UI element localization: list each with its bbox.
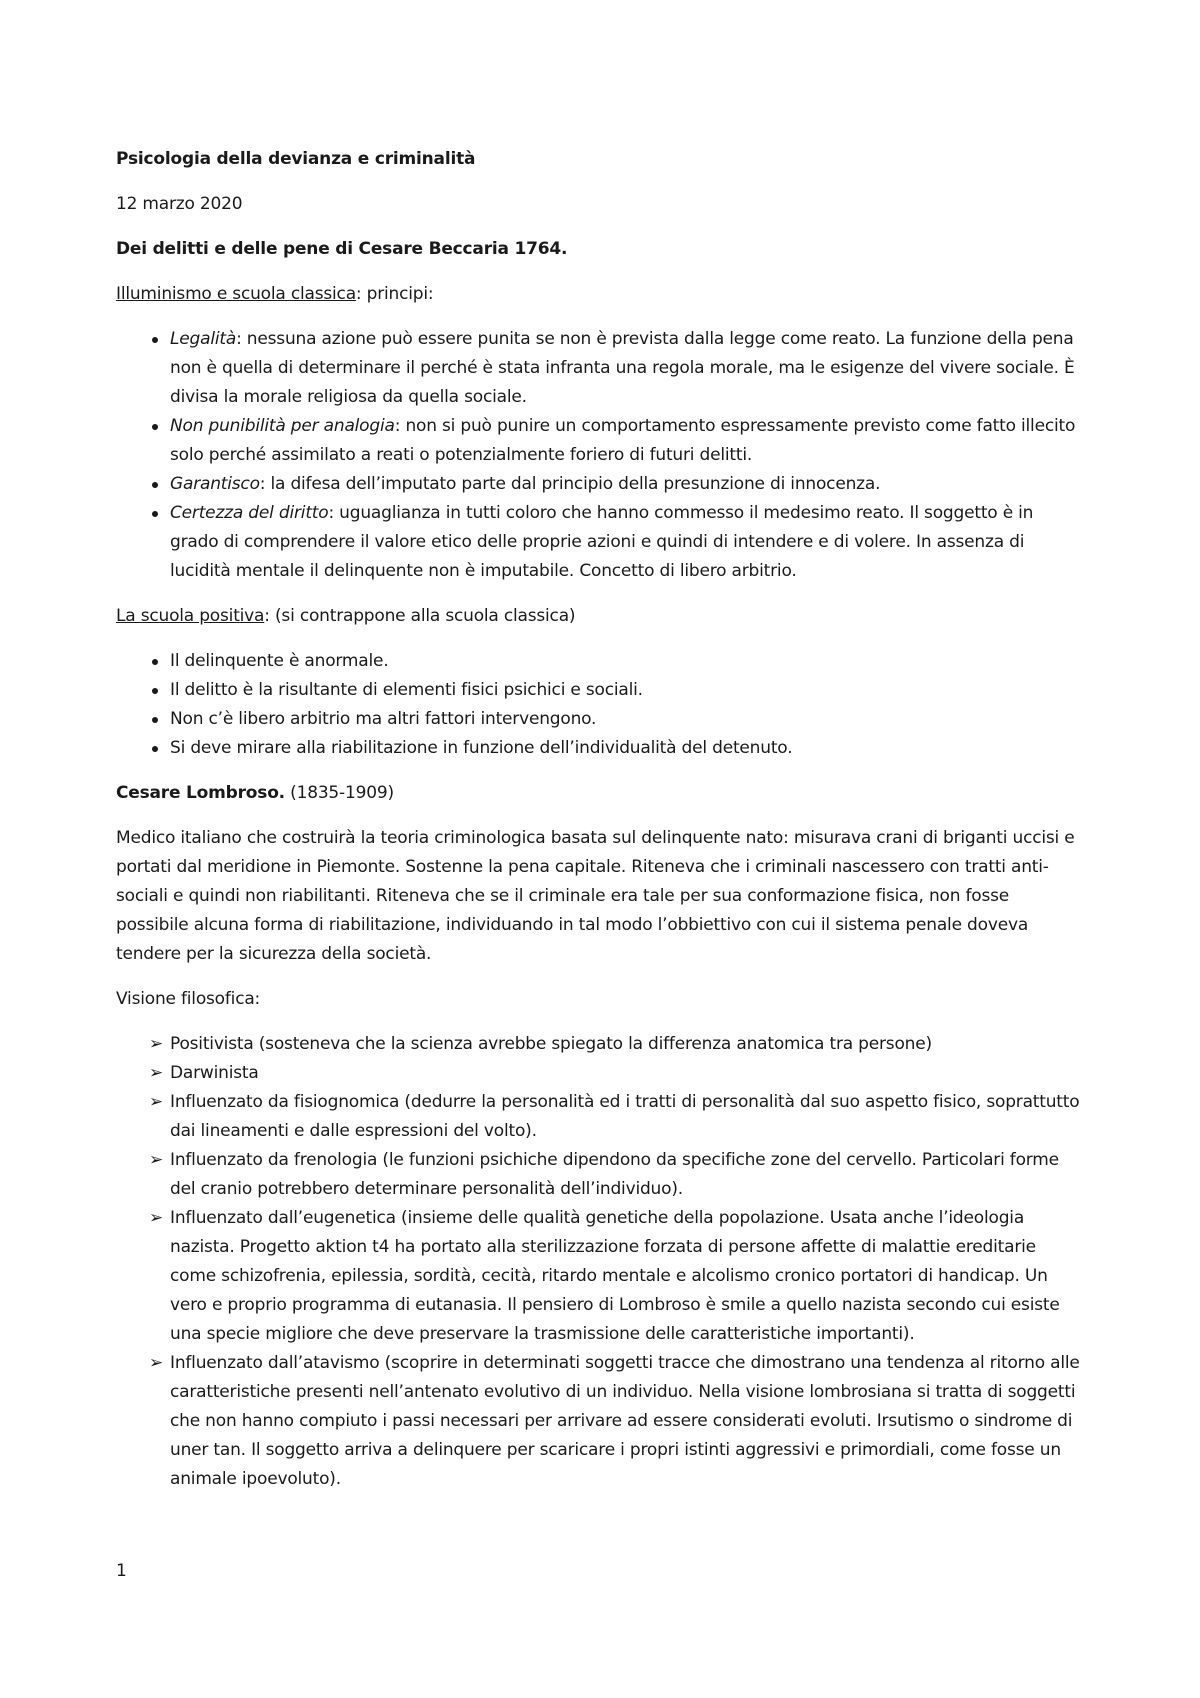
vision-heading: Visione filosofica:	[116, 989, 261, 1009]
list-item	[116, 734, 1086, 763]
document-body	[116, 145, 1086, 1510]
document-title: Psicologia della devianza e criminalità	[116, 149, 476, 169]
bullet-icon	[152, 511, 158, 517]
lombroso-heading	[116, 779, 1086, 808]
list-item-text: Influenzato da frenologia (le funzioni psichiche dipendono da specifiche zone del cervello. Particolari forme del cranio potrebbero determinare personalità dell’individuo).	[170, 1150, 1059, 1199]
positive-school-suffix: : (si contrappone alla scuola classica)	[264, 606, 576, 626]
list-item	[116, 1059, 1086, 1088]
arrow-bullet-icon: ➢	[149, 1034, 164, 1054]
list-item	[116, 705, 1086, 734]
list-item-text: Influenzato dall’eugenetica (insieme delle qualità genetiche della popolazione. Usata anche l’ideologia nazista. Progetto aktion t4 ha portato alla sterilizzazione forzata di persone affette di malattie ereditarie come schizofrenia, epilessia, sordità, cecità, ritardo mentale e alcolismo cronico portatori di handicap. Un vero e proprio programma di eutanasia. Il pensiero di Lombroso è smile a quello nazista secondo cui esiste una specie migliore che deve preservare la trasmissione delle caratteristiche importanti).	[170, 1208, 1060, 1344]
section-heading-beccaria: Dei delitti e delle pene di Cesare Beccaria 1764.	[116, 239, 568, 259]
vision-list	[116, 1030, 1086, 1494]
list-item-text: Non c’è libero arbitrio ma altri fattori intervengono.	[170, 709, 597, 729]
arrow-bullet-icon: ➢	[149, 1063, 164, 1083]
bullet-icon	[152, 424, 158, 430]
classic-school-suffix: : principi:	[355, 284, 434, 304]
list-item	[116, 1030, 1086, 1059]
bullet-icon	[152, 482, 158, 488]
arrow-bullet-icon: ➢	[149, 1353, 164, 1373]
bullet-icon	[152, 746, 158, 752]
list-item	[116, 499, 1086, 586]
list-item	[116, 1349, 1086, 1494]
list-item	[116, 1146, 1086, 1204]
list-item-text: Il delinquente è anormale.	[170, 651, 389, 671]
principle-term: Garantisco	[170, 474, 260, 494]
classic-school-label: Illuminismo e scuola classica	[116, 284, 356, 304]
list-item	[116, 470, 1086, 499]
principle-text: : la difesa dell’imputato parte dal principio della presunzione di innocenza.	[259, 474, 881, 494]
list-item	[116, 325, 1086, 412]
lombroso-name: Cesare Lombroso.	[116, 783, 285, 803]
principle-term: Certezza del diritto	[170, 503, 329, 523]
positive-school-heading	[116, 602, 1086, 631]
principle-text: : uguaglianza in tutti coloro che hanno commesso il medesimo reato. Il soggetto è in grado di comprendere il valore etico delle proprie azioni e quindi di intendere e di volere. In assenza di lucidità mentale il delinquente non è imputabile. Concetto di libero arbitrio.	[170, 503, 1034, 581]
page-number: 1	[116, 1561, 127, 1581]
positive-school-list	[116, 647, 1086, 763]
list-item	[116, 647, 1086, 676]
list-item	[116, 676, 1086, 705]
document-date: 12 marzo 2020	[116, 194, 243, 214]
principle-term: Non punibilità per analogia	[170, 416, 395, 436]
arrow-bullet-icon: ➢	[149, 1150, 164, 1170]
bullet-icon	[152, 688, 158, 694]
positive-school-label: La scuola positiva	[116, 606, 265, 626]
arrow-bullet-icon: ➢	[149, 1208, 164, 1228]
bullet-icon	[152, 717, 158, 723]
lombroso-dates: (1835-1909)	[284, 783, 394, 803]
principle-text: : nessuna azione può essere punita se non è prevista dalla legge come reato. La funzione della pena non è quella di determinare il perché è stata infranta una regola morale, ma le esigenze del vivere sociale. È divisa la morale religiosa da quella sociale.	[170, 329, 1075, 407]
lombroso-paragraph: Medico italiano che costruirà la teoria criminologica basata sul delinquente nato: misurava crani di briganti uccisi e portati dal meridione in Piemonte. Sostenne la pena capitale. Riteneva che i criminali nascessero con tratti anti-sociali e quindi non riabilitanti. Riteneva che se il criminale era tale per sua conformazione fisica, non fosse possibile alcuna forma di riabilitazione, individuando in tal modo l’obbiettivo con cui il sistema penale doveva tendere per la sicurezza della società.	[116, 828, 1075, 964]
list-item	[116, 1088, 1086, 1146]
bullet-icon	[152, 337, 158, 343]
principle-term: Legalità	[170, 329, 237, 349]
list-item-text: Positivista (sosteneva che la scienza avrebbe spiegato la differenza anatomica tra persone)	[170, 1034, 932, 1054]
list-item-text: Si deve mirare alla riabilitazione in funzione dell’individualità del detenuto.	[170, 738, 793, 758]
list-item-text: Darwinista	[170, 1063, 259, 1083]
classic-principles-list	[116, 325, 1086, 586]
list-item-text: Il delitto è la risultante di elementi fisici psichici e sociali.	[170, 680, 643, 700]
bullet-icon	[152, 659, 158, 665]
principle-text: : non si può punire un comportamento espressamente previsto come fatto illecito solo perché assimilato a reati o potenzialmente foriero di futuri delitti.	[170, 416, 1076, 465]
arrow-bullet-icon: ➢	[149, 1092, 164, 1112]
list-item-text: Influenzato dall’atavismo (scoprire in determinati soggetti tracce che dimostrano una tendenza al ritorno alle caratteristiche presenti nell’antenato evolutivo di un individuo. Nella visione lombrosiana si tratta di soggetti che non hanno compiuto i passi necessari per arrivare ad essere considerati evoluti. Irsutismo o sindrome di uner tan. Il soggetto arriva a delinquere per scaricare i propri istinti aggressivi e primordiali, come fosse un animale ipoevoluto).	[170, 1353, 1080, 1489]
list-item-text: Influenzato da fisiognomica (dedurre la personalità ed i tratti di personalità dal suo aspetto fisico, soprattutto dai lineamenti e dalle espressioni del volto).	[170, 1092, 1080, 1141]
classic-school-heading	[116, 280, 1086, 309]
list-item	[116, 412, 1086, 470]
list-item	[116, 1204, 1086, 1349]
